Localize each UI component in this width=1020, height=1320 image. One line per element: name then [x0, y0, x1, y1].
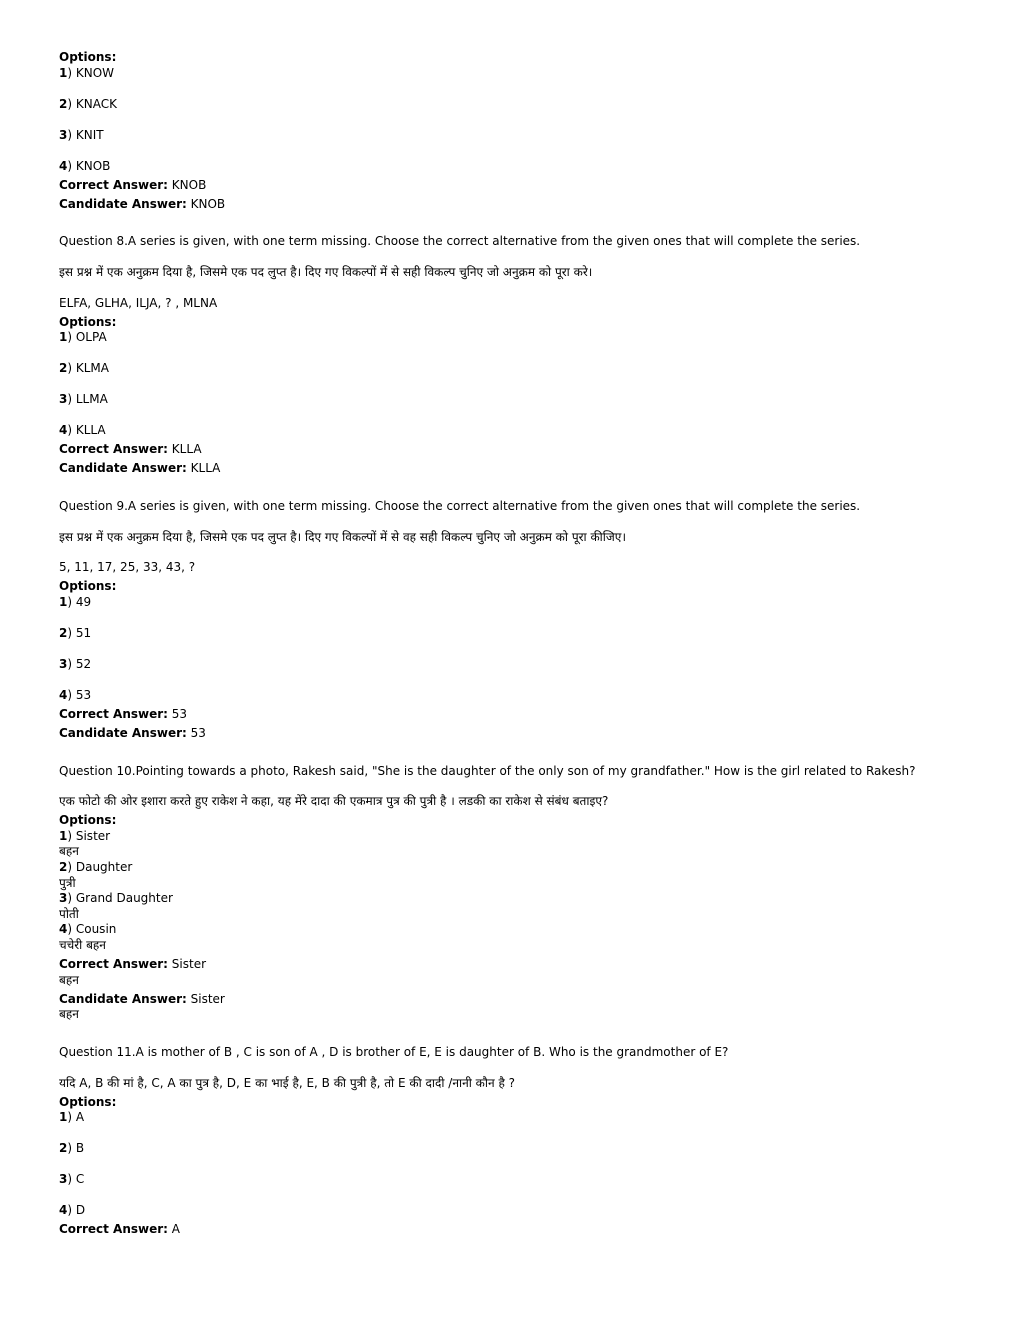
option-3-hindi: पोती	[59, 906, 79, 921]
question-10-text: Question 10.Pointing towards a photo, Rakesh said, "She is the daughter of the only son of my grandfather." How is the girl related to Rakesh?	[59, 763, 916, 778]
question-paper	[59, 50, 979, 1238]
option-2: 2) KNACK	[59, 96, 117, 111]
question-9-series: 5, 11, 17, 25, 33, 43, ?	[59, 560, 196, 575]
question-9-text: Question 9.A series is given, with one term missing. Choose the correct alternative from the given ones that will complete the series.	[59, 498, 861, 513]
option-1: 1) A	[59, 1110, 85, 1125]
options-label: Options:	[59, 50, 117, 64]
candidate-answer: Candidate Answer: Sister	[59, 991, 225, 1006]
question-11-hindi: यदि A, B की मां है, C, A का पुत्र है, D, E का भाई है, E, B की पुत्री है, तो E की दादी /नानी कौन है ?	[59, 1075, 516, 1090]
options-label: Options:	[59, 813, 117, 828]
option-1: 1) KNOW	[59, 65, 115, 80]
option-2: 2) B	[59, 1141, 85, 1156]
option-2: 2) 51	[59, 625, 92, 640]
correct-answer: Correct Answer: A	[59, 1222, 181, 1237]
candidate-answer: Candidate Answer: KLLA	[59, 461, 221, 476]
option-2-hindi: पुत्री	[59, 875, 76, 890]
candidate-answer: Candidate Answer: 53	[59, 725, 206, 740]
question-8-text: Question 8.A series is given, with one term missing. Choose the correct alternative from the given ones that will complete the series.	[59, 234, 861, 249]
options-label: Options:	[59, 579, 117, 594]
question-10-hindi: एक फोटो की ओर इशारा करते हुए राकेश ने कहा, यह मेंरे दादा की एकमात्र पुत्र की पुत्री है । लडकी का राकेश से संबंध बताइए?	[59, 794, 609, 809]
correct-answer-hindi: बहन	[59, 972, 79, 987]
option-3: 3) KNIT	[59, 127, 104, 142]
correct-answer: Correct Answer: 53	[59, 706, 188, 721]
option-3: 3) 52	[59, 656, 92, 671]
correct-answer: Correct Answer: KNOB	[59, 177, 207, 192]
option-4: 4) D	[59, 1203, 86, 1218]
option-4: 4) KNOB	[59, 158, 111, 173]
option-1: 1) 49	[59, 594, 92, 609]
option-3: 3) C	[59, 1172, 85, 1187]
option-2: 2) KLMA	[59, 361, 109, 376]
option-2: 2) Daughter	[59, 860, 133, 875]
candidate-answer-hindi: बहन	[59, 1007, 79, 1022]
option-3: 3) LLMA	[59, 392, 108, 407]
question-9-hindi: इस प्रश्न में एक अनुक्रम दिया है, जिसमे एक पद लुप्त है। दिए गए विकल्पों में से वह सही विकल्प चुनिए जो अनुक्रम को पूरा कीजिए।	[59, 529, 626, 544]
option-4-hindi: चचेरी बहन	[59, 937, 106, 952]
correct-answer: Correct Answer: Sister	[59, 957, 207, 972]
question-8-series: ELFA, GLHA, ILJA, ? , MLNA	[59, 295, 218, 310]
question-8-hindi: इस प्रश्न में एक अनुक्रम दिया है, जिसमे एक पद लुप्त है। दिए गए विकल्पों में से सही विकल्प चुनिए जो अनुक्रम को पूरा करे।	[59, 264, 593, 279]
option-1-hindi: बहन	[59, 844, 79, 859]
option-1: 1) OLPA	[59, 330, 107, 345]
candidate-answer: Candidate Answer: KNOB	[59, 196, 226, 211]
options-label: Options:	[59, 314, 117, 329]
question-11-text: Question 11.A is mother of B , C is son of A , D is brother of E, E is daughter of B. Who is the grandmother of E?	[59, 1044, 729, 1059]
options-label: Options:	[59, 1094, 117, 1109]
option-4: 4) Cousin	[59, 922, 117, 937]
option-3: 3) Grand Daughter	[59, 891, 173, 906]
option-4: 4) 53	[59, 687, 92, 702]
option-1: 1) Sister	[59, 828, 111, 843]
correct-answer: Correct Answer: KLLA	[59, 442, 202, 457]
option-4: 4) KLLA	[59, 423, 106, 438]
